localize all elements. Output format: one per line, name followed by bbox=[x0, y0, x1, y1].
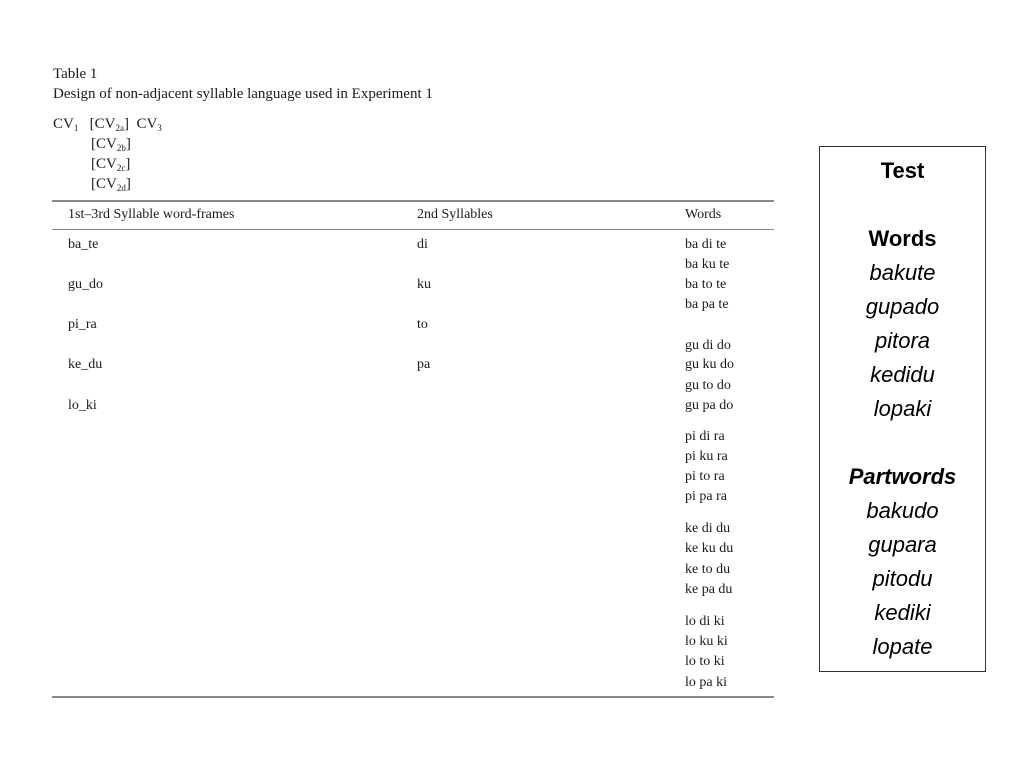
word-cell: pi to ra bbox=[685, 469, 725, 484]
design-row-1: $CV_1$ $[CV_{2a}]$ $CV_3$ bbox=[53, 116, 162, 133]
test-word: lopaki bbox=[873, 396, 932, 421]
word-cell: gu ku do bbox=[685, 357, 734, 372]
cv2d-text: CV bbox=[96, 176, 117, 192]
test-word: pitora bbox=[874, 328, 931, 353]
cv2b-text: CV bbox=[96, 136, 117, 152]
word-cell: lo pa ki bbox=[685, 675, 727, 690]
design-row-2: $[CV_{2b}]$ bbox=[91, 136, 131, 153]
frame-cell: pi_ra bbox=[68, 317, 97, 332]
header-words: Words bbox=[685, 207, 722, 222]
cv2b-sub: 2b bbox=[116, 143, 126, 153]
syllable-cell: di bbox=[417, 237, 428, 252]
word-cell: gu di do bbox=[685, 338, 731, 353]
word-cell: pi ku ra bbox=[685, 449, 728, 464]
word-cell: ke pa du bbox=[685, 582, 733, 597]
frame-cell: lo_ki bbox=[68, 398, 97, 413]
table-title: Design of non-adjacent syllable language used in Experiment 1 bbox=[53, 86, 433, 102]
test-word: gupado bbox=[865, 294, 940, 319]
header-word-frames: 1st–3rd Syllable word-frames bbox=[68, 207, 235, 222]
test-partword: kediki bbox=[874, 600, 931, 625]
cv1-text: CV bbox=[53, 116, 74, 132]
word-cell: gu to do bbox=[685, 378, 731, 393]
cv2a-text: CV bbox=[94, 116, 116, 132]
word-cell: ke ku du bbox=[685, 541, 734, 556]
cv3-text: CV bbox=[136, 116, 158, 132]
test-word: bakute bbox=[869, 260, 936, 285]
word-cell: ba ku te bbox=[685, 257, 730, 272]
frame-cell: gu_do bbox=[68, 277, 103, 292]
header-second-syllables: 2nd Syllables bbox=[417, 207, 493, 222]
design-formula bbox=[53, 114, 162, 194]
design-row-4: $[CV_{2d}]$ bbox=[91, 176, 131, 193]
word-cell: ba pa te bbox=[685, 297, 729, 312]
table-header-rule bbox=[52, 229, 774, 230]
table-label: Table 1 bbox=[53, 66, 98, 82]
word-cell: lo ku ki bbox=[685, 634, 728, 649]
cv1-sub: 1 bbox=[73, 123, 79, 133]
syllable-cell: pa bbox=[417, 357, 431, 372]
test-word: kedidu bbox=[870, 362, 935, 387]
test-title: Test bbox=[880, 158, 925, 183]
frame-cell: ke_du bbox=[68, 357, 103, 372]
word-cell: ba di te bbox=[685, 237, 727, 252]
word-cell: lo di ki bbox=[685, 614, 725, 629]
cv2c-text: CV bbox=[96, 156, 117, 172]
cv2d-sub: 2d bbox=[116, 183, 126, 193]
test-partword: lopate bbox=[872, 634, 933, 659]
table-top-rule bbox=[52, 200, 774, 202]
word-cell: ke to du bbox=[685, 562, 731, 577]
test-partword: bakudo bbox=[866, 498, 939, 523]
test-panel bbox=[819, 146, 986, 672]
table-caption bbox=[53, 64, 433, 104]
spacer bbox=[820, 426, 985, 460]
syllable-cell: to bbox=[417, 317, 428, 332]
syllable-cell: ku bbox=[417, 277, 431, 292]
word-cell: lo to ki bbox=[685, 654, 725, 669]
design-row-3: $[CV_{2c}]$ bbox=[91, 156, 131, 173]
test-partword: pitodu bbox=[872, 566, 933, 591]
spacer bbox=[820, 188, 985, 222]
table-bottom-rule bbox=[52, 696, 774, 698]
cv2a-sub: 2a bbox=[115, 123, 124, 133]
word-cell: pi di ra bbox=[685, 429, 725, 444]
cv2c-sub: 2c bbox=[116, 163, 126, 173]
word-cell: ba to te bbox=[685, 277, 727, 292]
frame-cell: ba_te bbox=[68, 237, 99, 252]
word-cell: gu pa do bbox=[685, 398, 734, 413]
word-cell: ke di du bbox=[685, 521, 731, 536]
cv3-sub: 3 bbox=[157, 123, 162, 133]
test-partword: gupara bbox=[868, 532, 937, 557]
word-cell: pi pa ra bbox=[685, 489, 727, 504]
words-heading: Words bbox=[868, 226, 937, 251]
partwords-heading: Partwords bbox=[848, 464, 957, 489]
